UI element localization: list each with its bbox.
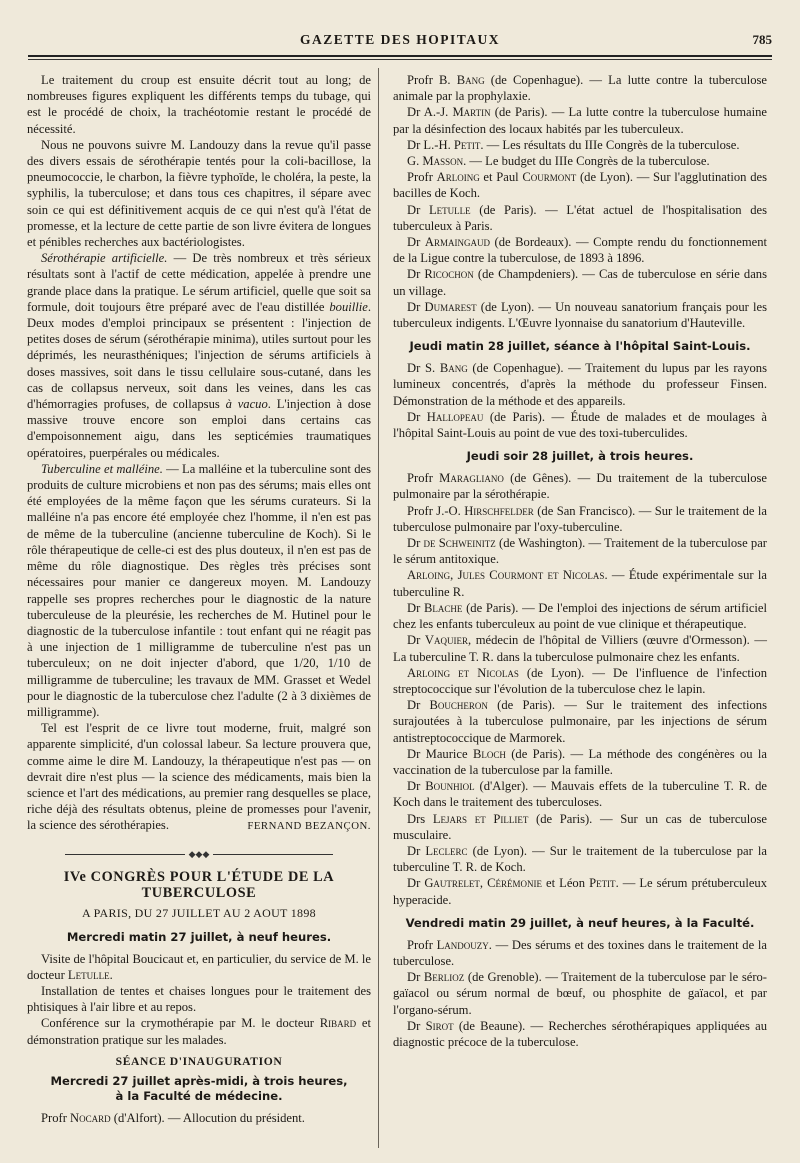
entry <box>393 600 767 632</box>
text-run: Visite de l'hôpital Boucicaut et, en particulier, du service de M. le docteur <box>27 951 371 982</box>
entry-text: (de San Francisco). — Sur le traitement de la tuberculose pulmonaire par l'oxy-tuberculine. <box>393 503 767 534</box>
person-name: Nocard <box>70 1110 111 1125</box>
entry <box>393 937 767 969</box>
person-name: Bang <box>456 73 485 87</box>
title-prefix: Profr <box>407 170 437 185</box>
entry-text: (de Grenoble). — Traitement de la tuberculose par le séro-gaïacol ou sérum normal de bœuf, ou phosphite de gaïacol, et par l'organo-sérum. <box>393 970 768 1017</box>
ornament-line <box>213 854 333 855</box>
entry <box>393 567 767 599</box>
person-name: Petit <box>589 876 616 891</box>
entry <box>393 697 767 746</box>
person-name: Hallopeau <box>426 409 484 424</box>
entry-text: (de Paris). — Étude de malades et de moulages à l'hôpital Saint-Louis au point de vue des toxi-tuberculides. <box>393 409 767 441</box>
title-prefix: Dr Maurice <box>407 746 473 761</box>
text-run: et Paul <box>479 170 523 185</box>
section-lead: Sérothérapie artificielle. <box>41 251 168 266</box>
person-name: Sirot <box>425 1018 454 1033</box>
header-rule <box>28 55 772 57</box>
entry-text: (de Paris). — Sur un cas de tuberculose musculaire. <box>393 811 767 842</box>
title-prefix: Profr J.-O. <box>407 503 465 518</box>
title-prefix: Dr L.-H. <box>407 137 454 152</box>
entry-text: (d'Alger). — Mauvais effets de la tuberculine T. R. de Koch dans le traitement des tuberculoses. <box>393 779 768 810</box>
entry-text: (de Gênes). — Du traitement de la tuberculose pulmonaire par la sérothérapie. <box>393 471 767 502</box>
entry <box>393 266 767 298</box>
column-divider <box>378 68 379 1148</box>
entry-text: (de Paris). — L'état actuel de l'hospitalisation des tuberculeux à Paris. <box>393 202 768 233</box>
title-prefix: Dr <box>407 235 425 250</box>
person-name: Leclerc <box>425 843 468 858</box>
session-heading: Jeudi matin 28 juillet, séance à l'hôpital Saint-Louis. <box>409 339 751 354</box>
entry-text: . — Étude expérimentale sur la tuberculine R. <box>393 568 767 599</box>
text-run: Conférence sur la crymothérapie par M. le docteur <box>41 1016 320 1031</box>
paragraph: Le traitement du croup est ensuite décrit tout au long; de nombreuses figures expliquent les différents temps du tubage, qui est le procédé de choix, la trachéotomie restant le procédé de nécessité. <box>27 73 371 136</box>
congress-title: IVe CONGRÈS POUR L'ÉTUDE DE LA TUBERCULOSE <box>63 868 335 902</box>
entry-text: (de Copenhague). — Traitement du lupus par les rayons lumineux concentrés, d'après la méthode du professeur Finsen. Démonstration de la méthode et des appareils. <box>393 361 767 408</box>
person-name: Boucheron <box>429 698 488 713</box>
entry <box>393 535 767 567</box>
entry-text: (de Paris). — La lutte contre la tuberculose humaine par la désinfection des locaux habités par les tuberculeux. <box>393 105 767 136</box>
person-name: Ribard <box>319 1016 357 1031</box>
entry <box>393 202 767 234</box>
title-prefix: Dr <box>407 267 425 282</box>
person-name: Bloch <box>472 746 506 761</box>
text-run: et Léon <box>542 876 590 891</box>
entry <box>393 843 767 875</box>
person-name: Arloing, Jules Courmont et Nicolas <box>407 568 605 583</box>
session-heading: Jeudi soir 28 juillet, à trois heures. <box>466 449 694 464</box>
text-run: (d'Alfort). — Allocution du président. <box>110 1110 305 1125</box>
text-run: . <box>109 967 113 982</box>
entry <box>393 299 767 331</box>
person-name: Bounhiol <box>425 779 475 794</box>
paragraph <box>27 1110 371 1126</box>
entry-text: . — Des sérums et des toxines dans le traitement de la tuberculose. <box>393 937 767 968</box>
entry <box>393 470 767 502</box>
text-run: . Deux modes d'emploi principaux se présentent : l'injection de petites doses de sérum (sérothérapie minima), utiles surtout pour les déprimés, les neurasthéniques; l'injection de sérums artificiels à doses massives, soit dans le tissu cellulaire sous-cutané, dans les cas de collapsus nerveux, soit dans les veines, dans les cas d'hémorragies profuses, de collapsus <box>27 299 371 412</box>
person-name: Bang <box>439 361 468 376</box>
person-name: Armaingaud <box>424 235 490 250</box>
title-prefix: Dr <box>407 779 426 794</box>
entry-text: (de Beaune). — Recherches sérothérapiques appliquées au diagnostic précoce de la tuberculose. <box>393 1018 767 1049</box>
entry-text: (de Paris). — De l'emploi des injections de sérum artificiel chez les enfants tuberculeux au point de vue clinique et thérapeutique. <box>393 600 767 632</box>
person-name: Arloing <box>436 170 480 185</box>
text-run: Profr <box>41 1110 71 1125</box>
entry <box>393 632 767 664</box>
entry-text: . — Le budget du IIIe Congrès de la tuberculose. <box>463 154 710 169</box>
entry <box>393 234 767 266</box>
right-column <box>393 72 767 1050</box>
title-prefix: Drs <box>407 811 433 826</box>
title-prefix: Dr <box>407 843 426 858</box>
paragraph <box>27 250 371 461</box>
entry <box>393 104 767 136</box>
session-line: Mercredi 27 juillet après-midi, à trois heures, <box>50 1073 348 1088</box>
entry <box>393 875 767 907</box>
title-prefix: Dr <box>407 299 425 314</box>
left-column <box>27 72 371 1126</box>
title-prefix: Dr S. <box>407 361 440 376</box>
entry-text: (de Copenhague). — La lutte contre la tuberculose animale par la prophylaxie. <box>393 73 767 104</box>
entry-text: (de Paris). — Sur le traitement des infections surajoutées à la tuberculose pulmonaire, par les injections de sérum antistreptococcique de Marmorek. <box>393 698 767 745</box>
person-name: Courmont <box>522 170 577 185</box>
person-name: G. Masson <box>407 154 464 169</box>
person-name: Hirschfelder <box>464 503 534 518</box>
entry-text: , médecin de l'hôpital de Villiers (œuvre d'Ormesson). — La tuberculine T. R. dans la tuberculose pulmonaire chez les enfants. <box>393 633 767 664</box>
entry <box>393 169 767 201</box>
person-name: Martin <box>452 105 491 120</box>
title-prefix: Dr <box>407 876 425 891</box>
page-number: 785 <box>752 32 772 47</box>
entry <box>393 811 767 843</box>
session-heading: Mercredi matin 27 juillet, à neuf heures. <box>66 929 332 944</box>
entry-text: (de Washington). — Traitement de la tuberculose par le sérum antitoxique. <box>393 536 767 567</box>
title-prefix: Profr <box>407 471 440 486</box>
page-header <box>28 30 772 54</box>
entry <box>393 137 767 153</box>
entry <box>393 969 767 1018</box>
entry <box>393 665 767 697</box>
person-name: Gautrelet, Cérémonie <box>424 876 542 891</box>
italic-term: à vacuo <box>225 397 268 412</box>
person-name: Petit <box>453 137 481 152</box>
entry-text: (de Lyon). — Sur l'agglutination des bacilles de Koch. <box>393 170 767 201</box>
person-name: Vaquier <box>424 633 468 648</box>
entry <box>393 778 767 810</box>
person-name: Letulle <box>428 202 471 217</box>
paragraph: Nous ne pouvons suivre M. Landouzy dans la revue qu'il passe des divers essais de sérothérapie tentés pour la coli-bacillose, la pneumococcie, le charbon, la fièvre typhoïde, le choléra, la peste, la syphilis, la tuberculose; et dans tous ces chapitres, il sépare avec soin ce qui est définitivement acquis de ce qui n'est qu'à l'état de promesse, et la lecture de cette partie de son livre évitera de longues et pénibles recherches aux bactériologistes. <box>27 137 371 250</box>
title-prefix: Dr <box>407 1018 426 1033</box>
entry-text: . — Le sérum prétuberculeux hyperacide. <box>393 876 768 907</box>
session-line: à la Faculté de médecine. <box>115 1088 283 1103</box>
inaugural-heading: SÉANCE D'INAUGURATION <box>115 1054 283 1068</box>
person-name: Dumarest <box>424 299 477 314</box>
paragraph <box>27 951 371 983</box>
title-prefix: Dr <box>407 633 425 648</box>
person-name: Blache <box>423 600 463 615</box>
entry-text: . — Les résultats du IIIe Congrès de la tuberculose. <box>480 137 740 152</box>
entry <box>393 746 767 778</box>
header-rule-thin <box>28 59 772 60</box>
paragraph <box>27 1015 371 1047</box>
person-name: Letulle <box>67 967 110 982</box>
entry-text: (de Lyon). — De l'influence de l'infection streptococcique sur l'évolution de la tuberculose chez le lapin. <box>393 665 767 696</box>
text-run: et démonstration pratique sur les malades. <box>27 1016 371 1047</box>
person-name: Ricochon <box>424 267 474 282</box>
session-heading <box>27 1074 371 1104</box>
person-name: Maragliano <box>439 471 504 486</box>
author-signature: FERNAND BEZANÇON. <box>247 819 371 832</box>
title-prefix: Dr <box>407 202 429 217</box>
entry-text: (de Bordeaux). — Compte rendu du fonctionnement de la Ligue contre la tuberculose, de 1893 à 1896. <box>393 235 767 266</box>
paragraph: Tel est l'esprit de ce livre tout moderne, fruit, malgré son apparente simplicité, d'un colossal labeur. Sa lecture prouvera que, comme aime le dire M. Landouzy, la thérapeutique n'est pas — on devrait dire n'est plus — la science des médicaments, mais bien la science et l'art des médications, au premier rang desquelles se place, riche déjà des résultats obtenus, pleine de promesses pour l'avenir, la science des sérothérapies. <box>27 721 371 833</box>
title-prefix: Dr <box>407 970 424 985</box>
title-prefix: Profr <box>407 937 437 952</box>
title-prefix: Dr A.-J. <box>407 105 453 120</box>
separator-ornament <box>27 846 371 863</box>
entry <box>393 153 767 169</box>
text-run: — De très nombreux et très sérieux résultats sont à l'actif de cette médication, appelée à prendre une grande place dans la pratique. Le sérum artificiel, quelle que soit sa formule, doit toujours être préparé avec de l'eau distillée <box>27 251 371 314</box>
entry <box>393 503 767 535</box>
paragraph: Installation de tentes et chaises longues pour le traitement des phtisiques à l'air libre et au repos. <box>27 983 371 1015</box>
text-run: — La malléine et la tuberculine sont des produits de culture microbiens et non pas des sérums; mais elles ont été employées de la même façon que les sérums curateurs. Si la malléine n'a pas encore été employée chez l'homme, il n'en est pas de même de la tuberculine (ancienne tuberculine de Koch). Si le rôle thérapeutique de celle-ci est des plus douteux, il n'en est pas de même du rôle diagnostique. Des règles très précises sont nécessaires pour manier ce dangereux moyen. M. Landouzy rappelle ses propres recherches pour le diagnostic de la nature tuberculeuse de la pleurésie, les recherches de M. Hutinel pour le diagnostic de la tuberculose infantile : tout enfant qui ne réagit pas à une injection de 1 milligramme de tuberculine n'est pas un tuberculeux; on ne doit injecter d'abord, que 1/20, 1/10 de milligramme de tuberculine; les travaux de MM. Grasset et Wedel pour le diagnostic de la tuberculose chez l'adulte (2 à 3 dixièmes de milligramme). <box>27 461 371 719</box>
italic-term: bouillie <box>329 299 368 314</box>
entry-text: (de Lyon). — Sur le traitement de la tuberculose par la tuberculine T. R. de Koch. <box>393 843 767 875</box>
entry <box>393 72 767 104</box>
section-lead: Tuberculine et malléine. <box>41 461 163 476</box>
title-prefix: Dr <box>407 409 427 424</box>
ornament-line <box>65 854 185 855</box>
entry-text: (de Champdeniers). — Cas de tuberculose en série dans un village. <box>393 267 768 298</box>
congress-dates: A PARIS, DU 27 JUILLET AU 2 AOUT 1898 <box>82 906 316 921</box>
entry <box>393 360 767 409</box>
person-name: Lejars et Pilliet <box>432 811 529 826</box>
title-prefix: Profr B. <box>407 73 457 87</box>
title-prefix: Dr <box>407 698 430 713</box>
person-name: Arloing et Nicolas <box>407 665 519 680</box>
session-heading: Vendredi matin 29 juillet, à neuf heures, à la Faculté. <box>405 915 755 930</box>
entry-text: (de Paris). — La méthode des congénères ou la vaccination de la tuberculose par la famille. <box>393 746 767 777</box>
text-run: . L'injection à dose massive trouve encore son emploi dans certains cas d'empoisonnement aigu, dans les septicémies traumatiques opératoires, puerpérales ou médicales. <box>27 397 372 460</box>
paragraph <box>27 461 371 720</box>
person-name: Berlioz <box>423 970 465 985</box>
person-name: Landouzy <box>436 937 489 952</box>
entry <box>393 1018 767 1050</box>
title-prefix: Dr <box>407 536 424 551</box>
entry <box>393 409 767 441</box>
entry-text: (de Lyon). — Un nouveau sanatorium français pour les tuberculeux indigents. L'Œuvre lyonnaise du sanatorium d'Hauteville. <box>393 299 767 331</box>
title-prefix: Dr <box>407 600 424 615</box>
journal-title: GAZETTE DES HOPITAUX <box>299 32 501 47</box>
ornament-glyph: ◆◆◆ <box>188 848 210 859</box>
person-name: de Schweinitz <box>423 536 496 551</box>
